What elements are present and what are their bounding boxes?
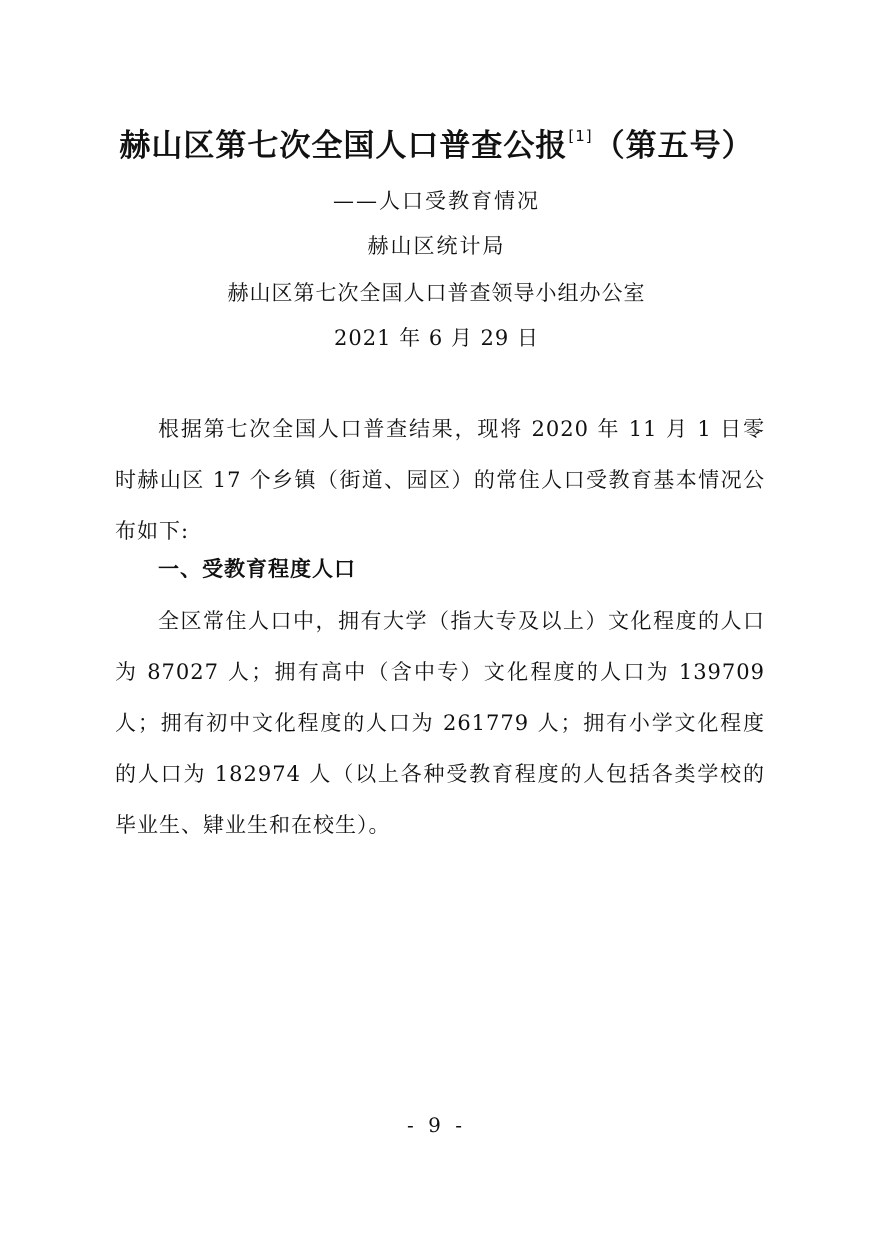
issuer-census-office: 赫山区第七次全国人口普查领导小组办公室 — [227, 281, 646, 305]
issue-date: 2021 年 6 月 29 日 — [334, 326, 539, 350]
education-level-paragraph: 全区常住人口中，拥有大学（指大专及以上）文化程度的人口为 87027 人；拥有高中（含中专）文化程度的人口为 139709 人；拥有初中文化程度的人口为 261779 人；拥有小学文化程度的人口为 182974 人（以上各种受教育程度的人包括各类学校的毕业生、肄业生和在校生）。 — [115, 609, 765, 837]
page-number: - 9 - — [407, 1113, 466, 1137]
education-level-section — [115, 596, 765, 851]
issuer-statistics-bureau: 赫山区统计局 — [367, 234, 506, 258]
footnote-reference[interactable]: [1] — [568, 127, 593, 145]
intro-section — [115, 404, 765, 557]
bulletin-subtitle: ——人口受教育情况 — [333, 189, 540, 213]
section-heading-education-level: 一、受教育程度人口 — [158, 557, 356, 581]
title-main: 赫山区第七次全国人口普查公报 — [119, 128, 568, 164]
intro-paragraph: 根据第七次全国人口普查结果，现将 2020 年 11 月 1 日零时赫山区 17 个乡镇（街道、园区）的常住人口受教育基本情况公布如下: — [115, 417, 765, 543]
title-issue-number: （第五号） — [593, 128, 754, 164]
bulletin-title — [0, 124, 873, 168]
